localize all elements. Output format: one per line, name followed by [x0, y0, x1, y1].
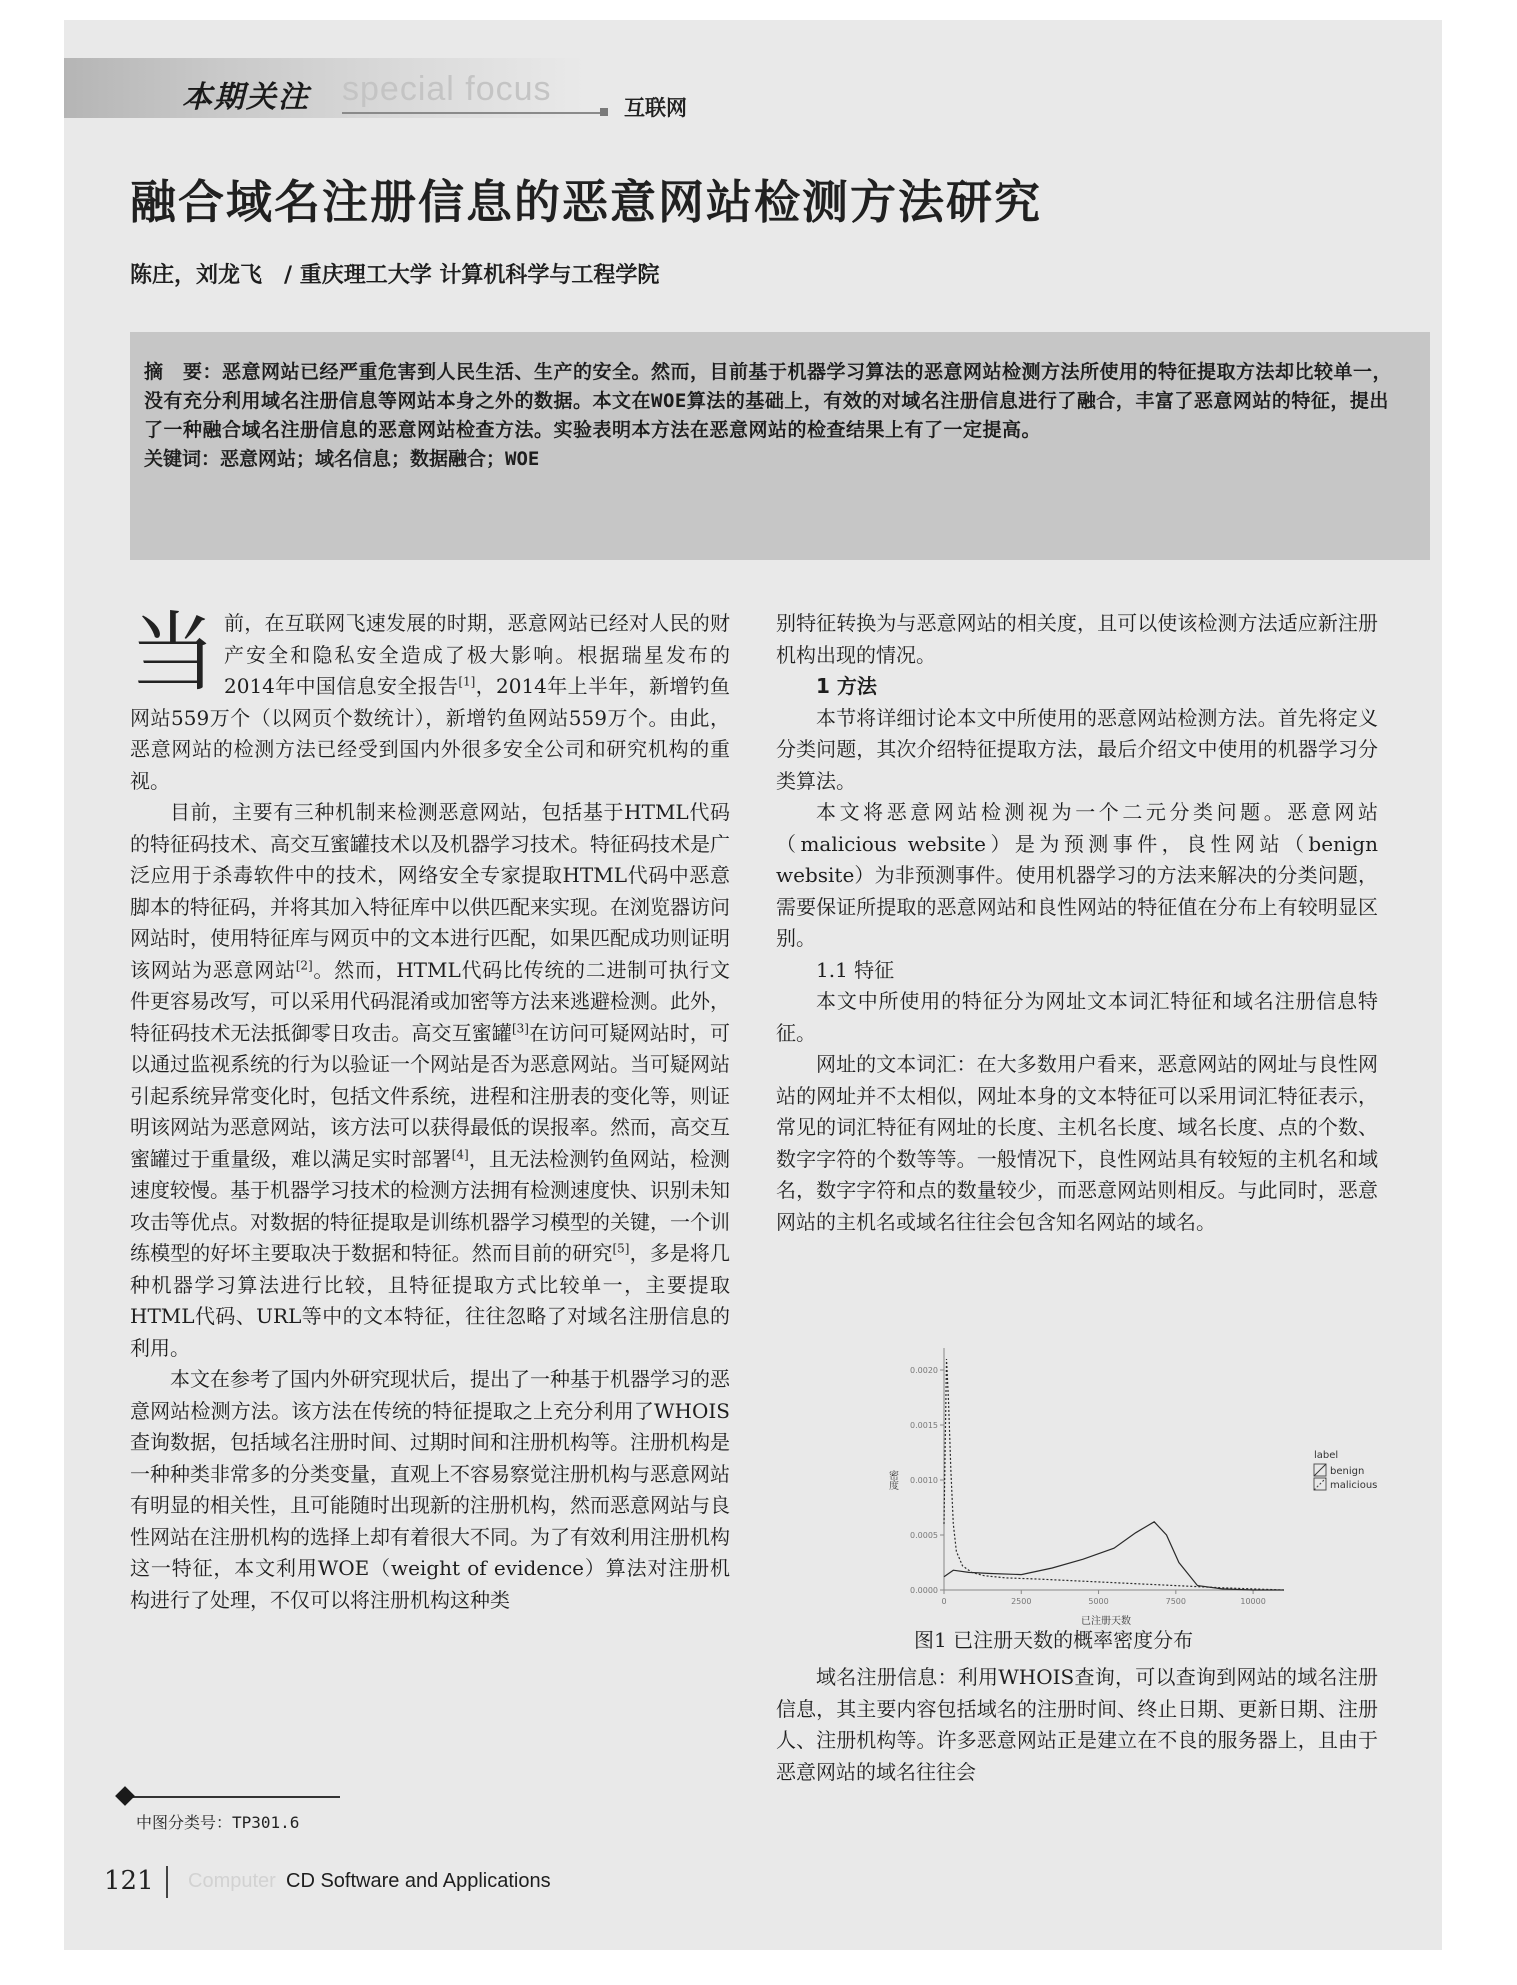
footer-separator: [166, 1866, 168, 1898]
reference-4[interactable]: [4]: [451, 1146, 469, 1161]
reference-3[interactable]: [3]: [511, 1020, 529, 1035]
paragraph-text: 。然而，HTML代码比传统的二进制可执行文件更容易改写，可以采用代码混淆或加密等方法来逃避检测。此外，特征码技术无法抵御零日攻击。高交互蜜罐: [130, 957, 731, 1045]
y-tick-label: 0.0015: [910, 1421, 938, 1430]
paragraph-proposal: 本文在参考了国内外研究现状后，提出了一种基于机器学习的恶意网站检测方法。该方法在传统的特征提取之上充分利用了WHOIS查询数据，包括域名注册时间、过期时间和注册机构等。注册机构是一种种类非常多的分类变量，直观上不容易察觉注册机构与恶意网站有明显的相关性，且可能随时出现新的注册机构，然而恶意网站与良性网站在注册机构的选择上却有着很大不同。为了有效利用注册机构这一特征，本文利用WOE（weight of evidence）算法对注册机构进行了处理，不仅可以将注册机构这种类: [130, 1367, 730, 1612]
x-tick-label: 10000: [1240, 1597, 1266, 1606]
legend-label-malicious: malicious: [1330, 1480, 1378, 1491]
keywords-label: 关键词：: [144, 448, 221, 470]
paragraph-continuation: 别特征转换为与恶意网站的相关度，且可以使该检测方法适应新注册机构出现的情况。: [776, 611, 1378, 667]
y-tick-label: 0.0020: [910, 1366, 938, 1375]
body-column-left: [130, 603, 731, 1616]
paragraph-text: ，2014年上半年，新增钓鱼网站559万个（以网页个数统计），新增钓鱼网站559万个。由此，恶意网站的检测方法已经受到国内外很多安全公司和研究机构的重视。: [130, 674, 730, 793]
dropcap: 当: [130, 603, 216, 703]
page-number: 121: [104, 1866, 154, 1896]
keywords: [144, 445, 1404, 474]
series-line-benign: [944, 1522, 1284, 1590]
paragraph-text: 在访问可疑网站时，可以通过监视系统的行为以验证一个网站是否为恶意网站。当可疑网站引起系统异常变化时，包括文件系统，进程和注册表的变化等，则证明该网站为恶意网站，该方法可以获得最低的误报率。然而，高交互蜜罐过于重量级，难以满足实时部署: [130, 1020, 731, 1171]
reference-5[interactable]: [5]: [612, 1241, 630, 1256]
journal-name-faded: Computer: [188, 1870, 276, 1892]
legend-line-malicious: [1314, 1478, 1326, 1490]
paragraph-text: ，且无法检测钓鱼网站，检测速度较慢。基于机器学习技术的检测方法拥有检测速度快、识别未知攻击等优点。对数据的特征提取是训练机器学习模型的关键，一个训练模型的好坏主要取决于数据和特征。然而目前的研究: [130, 1146, 731, 1265]
section-heading-method: 1 方法: [816, 674, 877, 698]
footnote-diamond: [115, 1786, 135, 1806]
subsection-heading-features: 1.1 特征: [816, 957, 895, 982]
section-label: 本期关注: [182, 80, 310, 115]
reference-1[interactable]: [1]: [458, 674, 476, 689]
series-line-malicious: [944, 1359, 1284, 1590]
paragraph-whois: 域名注册信息：利用WHOIS查询，可以查询到网站的域名注册信息，其主要内容包括域名的注册时间、终止日期、更新日期、注册人、注册机构等。许多恶意网站正是建立在不良的服务器上，且由于恶意网站的域名往往会: [776, 1665, 1378, 1784]
classification-number: 中图分类号：TP301.6: [136, 1813, 300, 1832]
y-tick-label: 0.0000: [910, 1586, 938, 1595]
paragraph-url-lexical: 网址的文本词汇：在大多数用户看来，恶意网站的网址与良性网站的网址并不太相似，网址本身的文本特征可以采用词汇特征表示，常见的词汇特征有网址的长度、主机名长度、域名长度、点的个数、数字字符的个数等等。一般情况下，良性网站具有较短的主机名和域名，数字字符和点的数量较少，而恶意网站则相反。与此同时，恶意网站的主机名或域名往往会包含知名网站的域名。: [776, 1052, 1378, 1234]
x-tick-label: 0: [941, 1597, 947, 1606]
abstract-box: [130, 332, 1430, 560]
paper-page: [64, 20, 1442, 1950]
legend-title: label: [1314, 1450, 1339, 1461]
legend-line-benign: [1314, 1464, 1326, 1476]
x-tick-label: 7500: [1165, 1597, 1186, 1606]
paragraph-text: 目前，主要有三种机制来检测恶意网站，包括基于HTML代码的特征码技术、高交互蜜罐技术以及机器学习技术。特征码技术是广泛应用于杀毒软件中的技术，网络安全专家提取HTML代码中恶意脚本的特征码，并将其加入特征库中以供匹配来实现。在浏览器访问网站时，使用特征库与网页中的文本进行匹配，如果匹配成功则证明该网站为恶意网站: [130, 800, 730, 982]
density-chart: [844, 1320, 1404, 1660]
series-lines: [944, 1359, 1284, 1590]
y-tick-label: 0.0005: [910, 1531, 938, 1540]
x-axis-label: 已注册天数: [1081, 1616, 1131, 1627]
article-title: 融合域名注册信息的恶意网站检测方法研究: [130, 175, 1042, 229]
y-axis-label: 密度: [886, 1470, 898, 1490]
y-tick-labels: [910, 1366, 944, 1595]
paragraph-mechanisms: [130, 797, 730, 1364]
reference-2[interactable]: [2]: [295, 957, 313, 972]
abstract-text: 恶意网站已经严重危害到人民生活、生产的安全。然而，目前基于机器学习算法的恶意网站检测方法所使用的特征提取方法却比较单一，没有充分利用域名注册信息等网站本身之外的数据。本文在WOE算法的基础上，有效的对域名注册信息进行了融合，丰富了恶意网站的特征，提出了一种融合域名注册信息的恶意网站检查方法。实验表明本方法在恶意网站的检查结果上有了一定提高。: [144, 361, 1393, 441]
x-tick-label: 2500: [1011, 1597, 1032, 1606]
section-dot: [600, 108, 608, 116]
paragraph-text: 前，在互联网飞速发展的时期，恶意网站已经对人民的财产安全和隐私安全造成了极大影响。根据瑞星发布的2014年中国信息安全报告: [224, 611, 730, 698]
section-label-en: special focus: [342, 70, 552, 108]
legend-label-benign: benign: [1330, 1466, 1365, 1477]
paragraph-binary-classification: 本文将恶意网站检测视为一个二元分类问题。恶意网站（malicious website）是为预测事件，良性网站（benign website）为非预测事件。使用机器学习的方法来解决的分类问题，需要保证所提取的恶意网站和良性网站的特征值在分布上有较明显区别。: [776, 800, 1378, 950]
x-tick-label: 5000: [1088, 1597, 1109, 1606]
legend: [1314, 1450, 1377, 1491]
article-authors: 陈庄，刘龙飞 / 重庆理工大学 计算机科学与工程学院: [130, 263, 660, 288]
journal-name: CD Software and Applications: [286, 1870, 551, 1892]
paragraph-method-overview: 本节将详细讨论本文中所使用的恶意网站检测方法。首先将定义分类问题，其次介绍特征提取方法，最后介绍文中使用的机器学习分类算法。: [776, 705, 1378, 793]
abstract-label: 摘 要：: [144, 361, 223, 383]
x-tick-labels: [941, 1590, 1265, 1606]
abstract: [144, 358, 1404, 445]
paragraph-text: ，多是将几种机器学习算法进行比较，且特征提取方式比较单一，主要提取HTML代码、URL等中的文本特征，往往忽略了对域名注册信息的利用。: [130, 1241, 731, 1360]
section-category: 互联网: [624, 95, 687, 120]
footnote-rule: [120, 1796, 340, 1798]
y-tick-label: 0.0010: [910, 1476, 938, 1485]
section-rule: [342, 112, 602, 114]
paragraph-intro: [130, 603, 730, 797]
keywords-text: 恶意网站；域名信息；数据融合；WOE: [220, 448, 540, 470]
paragraph-feature-types: 本文中所使用的特征分为网址文本词汇特征和域名注册信息特征。: [776, 989, 1378, 1045]
plot-area: [887, 1348, 1285, 1627]
body-column-right: [776, 608, 1378, 1238]
figure-caption: 图1 已注册天数的概率密度分布: [914, 1628, 1194, 1652]
